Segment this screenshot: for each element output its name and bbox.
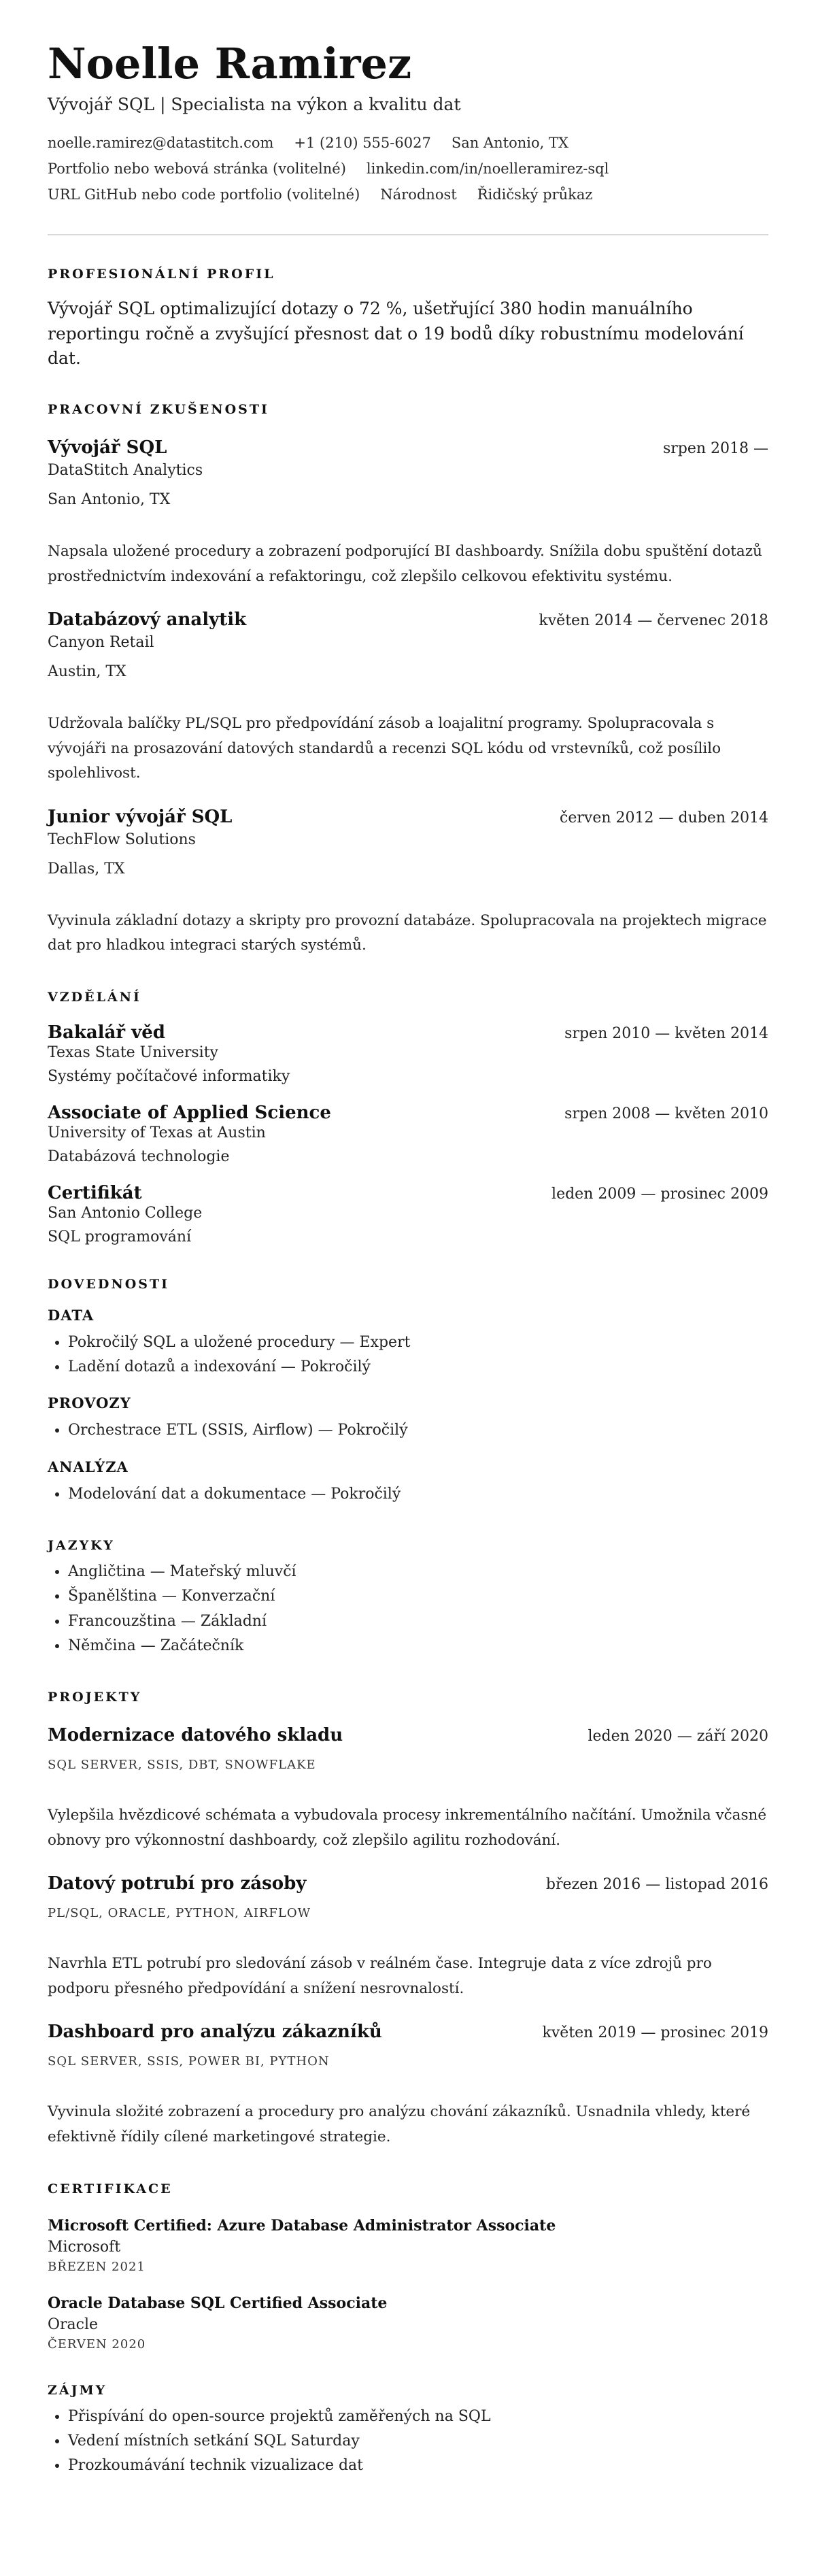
phone-link[interactable]: +1 (210) 555-6027 <box>294 135 431 152</box>
job-dates: květen 2014 — červenec 2018 <box>539 612 768 630</box>
project-entry <box>48 1873 768 2001</box>
email-link[interactable]: noelle.ramirez@datastitch.com <box>48 135 274 152</box>
education-entry <box>48 1183 768 1245</box>
job-dates: srpen 2018 — <box>662 440 768 458</box>
certification-name: Microsoft Certified: Azure Database Administrator Associate <box>48 2216 556 2235</box>
certification-name: Oracle Database SQL Certified Associate <box>48 2294 388 2312</box>
interest-item: • Přispívání do open-source projektů zaměřených na SQL <box>68 2405 768 2429</box>
section-title: DOVEDNOSTI <box>48 1276 170 1292</box>
education-section <box>48 990 768 1245</box>
job-description: Napsala uložené procedury a zobrazení podporující BI dashboardy. Snížila dobu spuštění dotazů prostřednictvím indexování a refaktoringu, což zlepšilo celkovou efektivitu systému. <box>48 543 762 585</box>
profile-summary: Vývojář SQL optimalizující dotazy o 72 %, ušetřující 380 hodin manuálního reportingu ročně a zvyšující přesnost dat o 19 bodů díky robustnímu modelování dat. <box>48 299 744 368</box>
education-dates: srpen 2010 — květen 2014 <box>564 1024 768 1042</box>
interest-list <box>48 2405 768 2479</box>
company-name: DataStitch Analytics <box>48 462 203 480</box>
skill-list <box>48 1482 768 1507</box>
project-description: Vyvinula složité zobrazení a procedury pro analýzu chování zákazníků. Usnadnila vhledy, které efektivně řídily cílené marketingové strategie. <box>48 2103 751 2145</box>
languages-section <box>48 1538 768 1658</box>
interest-item: • Vedení místních setkání SQL Saturday <box>68 2429 768 2454</box>
skill-item: • Modelování dat a dokumentace — Pokročilý <box>68 1482 768 1507</box>
certification-entry <box>48 2217 768 2274</box>
skill-list <box>48 1331 768 1380</box>
education-dates: srpen 2008 — květen 2010 <box>564 1105 768 1122</box>
certification-date: ČERVEN 2020 <box>48 2337 146 2352</box>
language-item: • Francouzština — Základní <box>68 1609 768 1634</box>
certification-date: BŘEZEN 2021 <box>48 2259 146 2274</box>
certification-issuer: Oracle <box>48 2315 99 2333</box>
certification-entry <box>48 2294 768 2352</box>
contact-row <box>48 135 768 151</box>
project-name: Dashboard pro analýzu zákazníků <box>48 2022 382 2043</box>
language-item: • Angličtina — Mateřský mluvčí <box>68 1560 768 1584</box>
nationality-text: Národnost <box>380 186 457 203</box>
license-text: Řidičský průkaz <box>477 186 593 203</box>
project-dates: březen 2016 — listopad 2016 <box>545 1876 768 1894</box>
section-title: PRACOVNÍ ZKUŠENOSTI <box>48 402 269 418</box>
job-title: Databázový analytik <box>48 609 247 631</box>
project-description: Vylepšila hvězdicové schémata a vybudovala procesy inkrementálního načítání. Umožnila včasné obnovy pro výkonnostní dashboardy, což zlepšilo agilitu rozhodování. <box>48 1807 767 1849</box>
project-description: Navrhla ETL potrubí pro sledování zásob v reálném čase. Integruje data z více zdrojů pro podporu přesného předpovídání a snížení nesrovnalostí. <box>48 1955 712 1997</box>
portfolio-link[interactable]: Portfolio nebo webová stránka (volitelné) <box>48 161 346 178</box>
job-dates: červen 2012 — duben 2014 <box>560 809 768 826</box>
school-name: Texas State University <box>48 1043 218 1061</box>
projects-section <box>48 1690 768 2150</box>
experience-section <box>48 402 768 958</box>
skill-item: • Ladění dotazů a indexování — Pokročilý <box>68 1355 768 1379</box>
extra-row <box>48 186 768 203</box>
job-description: Vyvinula základní dotazy a skripty pro provozní databáze. Spolupracovala na projektech migrace dat pro hladkou integraci starých systémů. <box>48 911 767 954</box>
interests-section <box>48 2383 768 2479</box>
project-dates: květen 2019 — prosinec 2019 <box>542 2024 768 2042</box>
job-location: Dallas, TX <box>48 860 125 877</box>
school-name: San Antonio College <box>48 1204 203 1222</box>
section-title: VZDĚLÁNÍ <box>48 989 141 1005</box>
language-item: • Němčina — Začátečník <box>68 1634 768 1658</box>
headline: Vývojář SQL | Specialista na výkon a kvalitu dat <box>48 95 461 115</box>
skill-group-title: ANALÝZA <box>48 1458 129 1475</box>
skill-item: • Pokročilý SQL a uložené procedury — Expert <box>68 1331 768 1355</box>
linkedin-link[interactable]: linkedin.com/in/noelleramirez-sql <box>366 161 609 178</box>
experience-entry <box>48 609 768 786</box>
location-text: San Antonio, TX <box>451 135 568 152</box>
github-link[interactable]: URL GitHub nebo code portfolio (volitelné) <box>48 186 360 203</box>
study-field: Databázová technologie <box>48 1148 230 1165</box>
section-title: CERTIFIKACE <box>48 2181 173 2196</box>
experience-entry <box>48 437 768 589</box>
project-tech: PL/SQL, ORACLE, PYTHON, AIRFLOW <box>48 1906 311 1921</box>
project-dates: leden 2020 — září 2020 <box>588 1728 768 1745</box>
project-entry <box>48 2022 768 2150</box>
skills-section <box>48 1277 768 1507</box>
project-name: Modernizace datového skladu <box>48 1725 343 1746</box>
degree-title: Associate of Applied Science <box>48 1102 331 1123</box>
degree-title: Certifikát <box>48 1182 142 1203</box>
experience-entry <box>48 807 768 958</box>
job-description: Udržovala balíčky PL/SQL pro předpovídání zásob a loajalitní programy. Spolupracovala s vývojáři na prosazování datových standardů a recenzi SQL kódu od vrstevníků, což posílilo spolehlivost. <box>48 715 721 782</box>
study-field: SQL programování <box>48 1228 192 1245</box>
section-title: PROFESIONÁLNÍ PROFIL <box>48 267 275 282</box>
project-tech: SQL SERVER, SSIS, DBT, SNOWFLAKE <box>48 1758 316 1773</box>
job-location: Austin, TX <box>48 663 126 681</box>
education-dates: leden 2009 — prosinec 2009 <box>551 1185 768 1203</box>
skill-list <box>48 1418 768 1443</box>
company-name: TechFlow Solutions <box>48 831 196 848</box>
language-item: • Španělština — Konverzační <box>68 1584 768 1609</box>
skill-group-title: DATA <box>48 1306 95 1324</box>
education-entry <box>48 1103 768 1165</box>
section-title: ZÁJMY <box>48 2382 107 2398</box>
skill-item: • Orchestrace ETL (SSIS, Airflow) — Pokročilý <box>68 1418 768 1443</box>
candidate-name: Noelle Ramirez <box>48 39 412 88</box>
study-field: Systémy počítačové informatiky <box>48 1067 290 1085</box>
interest-item: • Prozkoumávání technik vizualizace dat <box>68 2454 768 2478</box>
header-divider <box>48 234 768 235</box>
section-title: PROJEKTY <box>48 1690 142 1705</box>
skill-group-title: PROVOZY <box>48 1394 131 1412</box>
project-name: Datový potrubí pro zásoby <box>48 1873 307 1894</box>
profile-section <box>48 267 768 371</box>
links-row <box>48 161 768 177</box>
education-entry <box>48 1022 768 1085</box>
school-name: University of Texas at Austin <box>48 1124 266 1141</box>
company-name: Canyon Retail <box>48 634 154 652</box>
job-title: Junior vývojář SQL <box>48 806 233 827</box>
certifications-section <box>48 2181 768 2352</box>
section-title: JAZYKY <box>48 1538 115 1554</box>
project-entry <box>48 1725 768 1853</box>
job-location: San Antonio, TX <box>48 491 171 509</box>
language-list <box>48 1560 768 1658</box>
certification-issuer: Microsoft <box>48 2238 121 2256</box>
degree-title: Bakalář věd <box>48 1022 165 1043</box>
project-tech: SQL SERVER, SSIS, POWER BI, PYTHON <box>48 2054 330 2069</box>
job-title: Vývojář SQL <box>48 437 167 458</box>
